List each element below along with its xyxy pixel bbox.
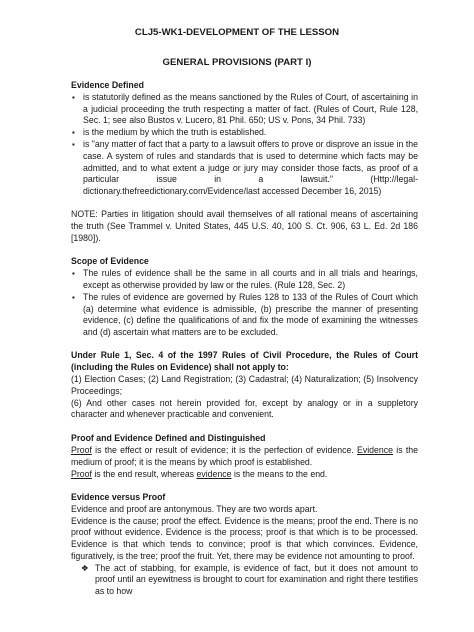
document-title: CLJ5-WK1-DEVELOPMENT OF THE LESSON xyxy=(134,27,340,38)
rule-1-other-cases: (6) And other cases not herein provided for, except by analogy or in a suppletory character and whenever practicable and convenient. xyxy=(71,397,418,420)
sub-list-item xyxy=(81,563,418,598)
list-item-text: is the medium by which the truth is established. xyxy=(83,127,267,138)
list-item xyxy=(71,268,418,292)
list-item-text: The rules of evidence are governed by Rules 128 to 133 of the Rules of Court which (a) determine what evidence is admissible, (b) prescribe the manner of presenting evidence, (c) define the qualifications of and fix the mode of examining the witnesses and (d) ascertain what matters are to be excluded. xyxy=(83,291,418,338)
rule-1-list-line: (1) Election Cases; (2) Land Registration; (3) Cadastral; (4) Naturalization; (5) Insolvency Proceedings; xyxy=(71,374,418,396)
heading-evidence-versus-proof: Evidence versus Proof xyxy=(71,491,166,502)
list-item xyxy=(71,127,418,139)
square-bullet-icon: ▪ xyxy=(72,139,75,149)
list-item xyxy=(71,292,418,339)
list-item xyxy=(71,139,418,198)
term-evidence: evidence xyxy=(196,468,232,479)
heading-rule-1: Under Rule 1, Sec. 4 of the 1997 Rules of Civil Procedure, the Rules of Court (including the Rules on Evidence) shall not apply to: xyxy=(71,350,418,373)
square-bullet-icon: ▪ xyxy=(72,128,75,138)
note-paragraph: NOTE: Parties in litigation should avail themselves of all rational means of ascertaining the truth (See Trammel v. United States, 445 U.S. 40, 100 S. Ct. 906, 63 L. Ed. 2d 186 [1980]). xyxy=(71,209,418,244)
heading-scope-of-evidence: Scope of Evidence xyxy=(71,256,149,267)
heading-proof-and-evidence: Proof and Evidence Defined and Distinguished xyxy=(71,433,266,444)
proof-definition-paragraph xyxy=(71,445,418,469)
square-bullet-icon: ▪ xyxy=(72,269,75,279)
term-proof: Proof xyxy=(71,445,92,456)
square-bullet-icon: ▪ xyxy=(72,292,75,302)
list-item-text: is "any matter of fact that a party to a lawsuit offers to prove or disprove an issue in the case. A system of rules and standards that is used to determine which facts may be admitted, and to what extent a judge or jury may consider those facts, as proof of a particular issue in a lawsuit." (Http://legal-dictionary.thefreedictionary.com/Evidence/last accessed December 16, 2015) xyxy=(83,138,418,197)
list-item-text: is statutorily defined as the means sanctioned by the Rules of Court, of ascertaining in a judicial proceeding the truth respecting a matter of fact. (Rules of Court, Rule 128, Sec. 1; see also Bustos v. Lucero, 81 Phil. 650; US v. Pons, 34 Phil. 733) xyxy=(83,91,418,126)
sub-list-item-text: The act of stabbing, for example, is evidence of fact, but it does not amount to proof until an eyewitness is brought to court for examination and right there testifies as to how xyxy=(95,562,418,597)
versus-paragraph: Evidence is the cause; proof the effect. Evidence is the means; proof the end. There is no proof without evidence. Evidence is the process; proof is that which is to be processed. Evidence is that which tends to convince; proof is that which convinces. Evidence, figuratively, is the tree; proof the fruit. Yet, there may be evidence not amounting to proof. xyxy=(71,515,418,561)
list-item-text: The rules of evidence shall be the same in all courts and in all trials and hearings, except as otherwise provided by law or the rules. (Rule 128, Sec. 2) xyxy=(83,268,418,290)
section-title: GENERAL PROVISIONS (PART I) xyxy=(162,57,312,68)
diamond-bullet-icon: ❖ xyxy=(81,562,89,573)
text-span: is the medium of proof; it is the means by which proof is established. xyxy=(71,445,418,467)
term-proof: Proof xyxy=(71,468,92,479)
square-bullet-icon: ▪ xyxy=(72,92,75,102)
proof-end-result-line xyxy=(71,469,418,481)
heading-evidence-defined: Evidence Defined xyxy=(71,80,144,90)
document-body xyxy=(71,80,418,598)
text-span: is the means to the end. xyxy=(231,468,328,479)
term-evidence: Evidence xyxy=(357,445,394,456)
text-span: is the effect or result of evidence; it is the perfection of evidence. xyxy=(91,445,358,456)
versus-intro-line: Evidence and proof are antonymous. They are two words apart. xyxy=(71,503,318,514)
list-item xyxy=(71,92,418,127)
text-span: is the end result, whereas xyxy=(91,468,197,479)
